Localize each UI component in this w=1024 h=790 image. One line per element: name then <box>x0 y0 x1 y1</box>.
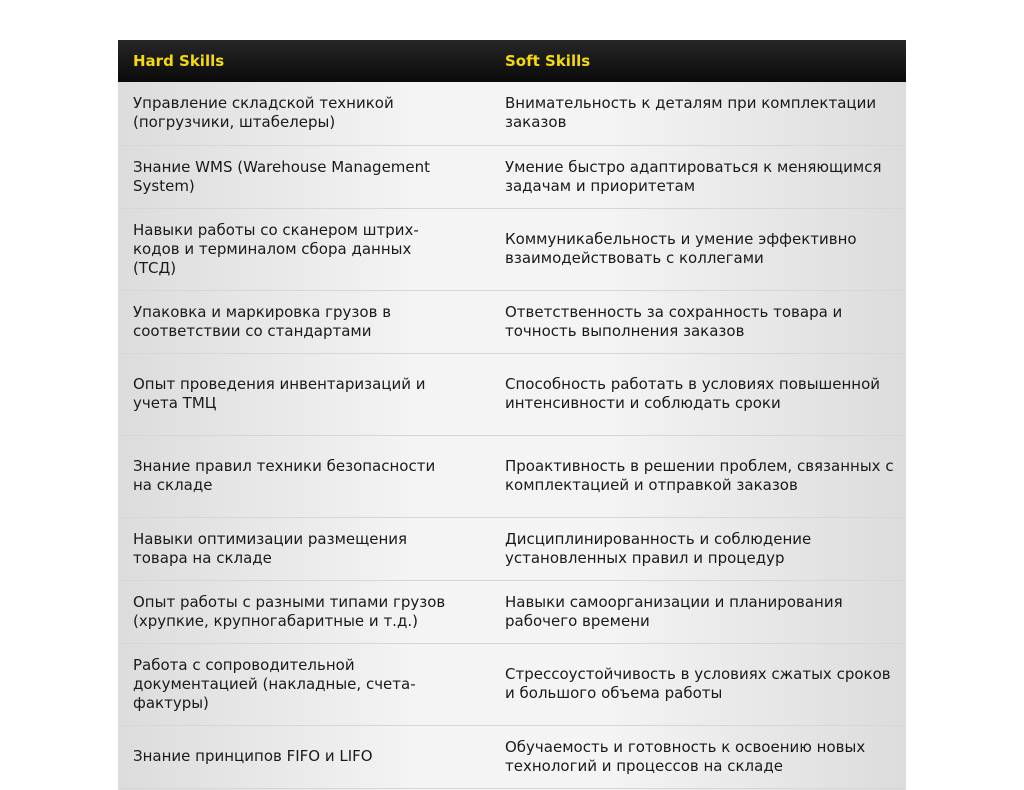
hard-skill-cell: Знание принципов FIFO и LIFO <box>118 725 490 788</box>
soft-skill-cell: Ответственность за сохранность товара и точность выполнения заказов <box>490 290 906 353</box>
soft-skill-cell: Способность работать в условиях повышенной интенсивности и соблюдать сроки <box>490 353 906 435</box>
table-row <box>118 643 906 725</box>
soft-skill-cell: Внимательность к деталям при комплектации заказов <box>490 82 906 145</box>
hard-skill-cell: Знание WMS (Warehouse Management System) <box>118 145 490 208</box>
soft-skill-cell: Стрессоустойчивость в условиях сжатых сроков и большого объема работы <box>490 643 906 725</box>
skills-table-container <box>118 40 906 790</box>
hard-skill-cell: Упаковка и маркировка грузов в соответствии со стандартами <box>118 290 490 353</box>
table-row <box>118 580 906 643</box>
soft-skill-cell: Коммуникабельность и умение эффективно взаимодействовать с коллегами <box>490 208 906 290</box>
hard-skill-cell: Работа с сопроводительной документацией (накладные, счета-фактуры) <box>118 643 490 725</box>
table-row <box>118 82 906 145</box>
table-row <box>118 435 906 517</box>
soft-skill-cell: Обучаемость и готовность к освоению новых технологий и процессов на складе <box>490 725 906 788</box>
skills-table <box>118 40 906 789</box>
table-row <box>118 208 906 290</box>
table-row <box>118 517 906 580</box>
hard-skill-cell: Навыки работы со сканером штрих-кодов и терминалом сбора данных (ТСД) <box>118 208 490 290</box>
soft-skill-cell: Проактивность в решении проблем, связанных с комплектацией и отправкой заказов <box>490 435 906 517</box>
hard-skill-cell: Знание правил техники безопасности на складе <box>118 435 490 517</box>
table-row <box>118 290 906 353</box>
soft-skill-cell: Умение быстро адаптироваться к меняющимся задачам и приоритетам <box>490 145 906 208</box>
soft-skill-cell: Навыки самоорганизации и планирования рабочего времени <box>490 580 906 643</box>
hard-skill-cell: Управление складской техникой (погрузчики, штабелеры) <box>118 82 490 145</box>
hard-skill-cell: Опыт проведения инвентаризаций и учета ТМЦ <box>118 353 490 435</box>
table-row <box>118 353 906 435</box>
table-row <box>118 725 906 788</box>
table-header-row <box>118 40 906 82</box>
hard-skill-cell: Опыт работы с разными типами грузов (хрупкие, крупногабаритные и т.д.) <box>118 580 490 643</box>
table-row <box>118 145 906 208</box>
hard-skill-cell: Навыки оптимизации размещения товара на складе <box>118 517 490 580</box>
soft-skill-cell: Дисциплинированность и соблюдение установленных правил и процедур <box>490 517 906 580</box>
header-soft-skills: Soft Skills <box>505 52 591 70</box>
header-hard-skills: Hard Skills <box>133 52 225 70</box>
